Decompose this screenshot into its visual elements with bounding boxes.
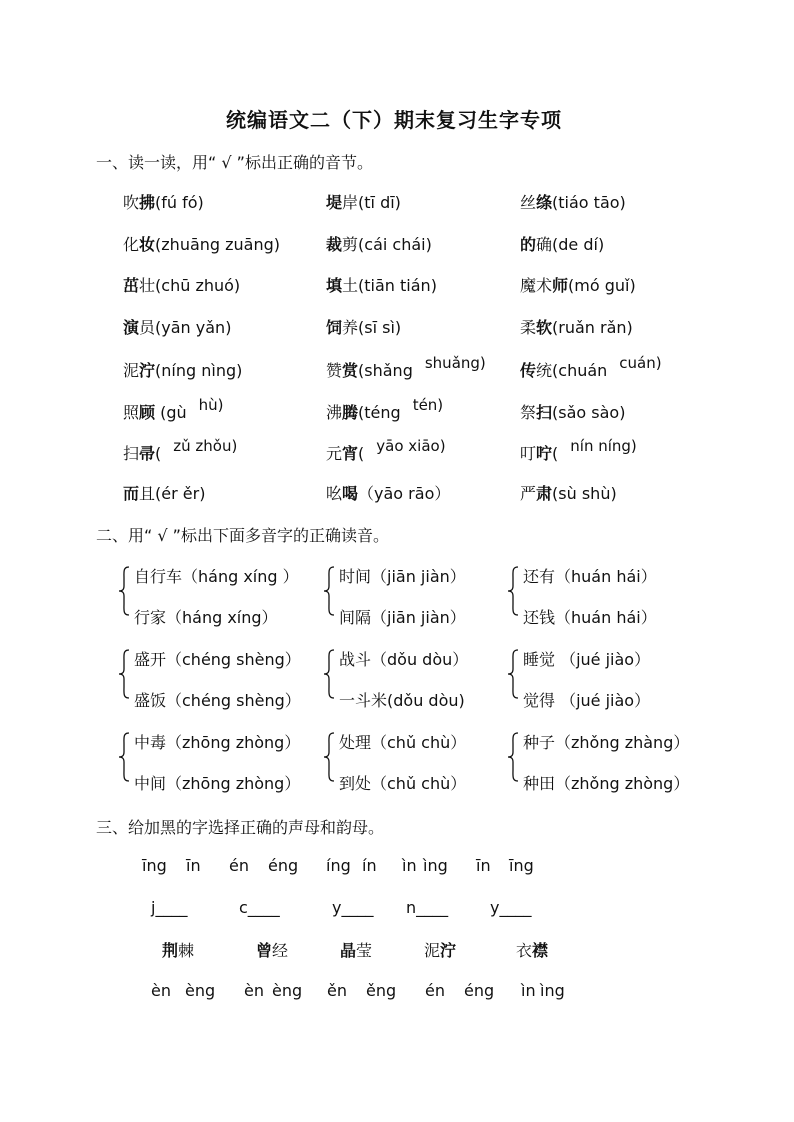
word-char-bold: 襟	[532, 941, 549, 960]
final-option: ìn	[402, 856, 417, 875]
polyphone-line: 睡觉 （jué jiào）	[523, 650, 651, 669]
pinyin-options: (chū zhuó)	[155, 276, 241, 295]
word-char: 莹	[356, 941, 373, 960]
pinyin-options: (cái chái)	[358, 235, 432, 254]
polyphone-line: 一斗米(dǒu dòu)	[339, 691, 465, 710]
word-char-bold: 绦	[536, 193, 553, 212]
word-item	[520, 190, 626, 213]
pinyin-options: (ér ěr)	[155, 484, 206, 503]
word-char: 叮	[520, 444, 537, 463]
word-char-bold: 拂	[139, 193, 156, 212]
word-item	[123, 358, 242, 381]
polyphone-line: 中间（zhōng zhòng）	[134, 774, 301, 793]
word-char: 员	[139, 318, 156, 337]
word-char-bold: 赏	[342, 361, 359, 380]
word-char-bold: 的	[520, 235, 537, 254]
word-item	[520, 354, 662, 381]
word-char-bold: 茁	[123, 276, 140, 295]
word-item	[123, 481, 205, 504]
word-item	[326, 437, 446, 464]
polyphone-line: 到处（chǔ chù）	[339, 774, 467, 793]
target-word	[424, 938, 456, 961]
word-char-bold: 喝	[342, 484, 359, 503]
word-char: 养	[342, 318, 359, 337]
word-char-bold: 宵	[342, 444, 359, 463]
word-char-bold: 裁	[326, 235, 343, 254]
final-option: ìng	[540, 981, 565, 1000]
word-char-bold: 泞	[440, 941, 457, 960]
polyphone-line: 自行车（háng xíng ）	[134, 567, 299, 586]
final-option: ìng	[423, 856, 448, 875]
final-option: én	[425, 981, 445, 1000]
word-char: 岸	[342, 193, 359, 212]
polyphone-line: 间隔（jiān jiàn）	[339, 608, 466, 627]
word-item	[520, 400, 625, 423]
pinyin-options: (zhuāng zuāng)	[155, 235, 281, 254]
final-option: én	[229, 856, 249, 875]
word-char: 泥	[123, 361, 140, 380]
polyphone-line: 盛开（chéng shèng）	[134, 650, 301, 669]
section-2-heading: 二、用“ √ ”标出下面多音字的正确读音。	[96, 526, 389, 545]
pinyin-option-raised: nín níng)	[570, 437, 637, 455]
brace-icon	[507, 649, 519, 699]
word-item	[123, 190, 204, 213]
word-char: 魔术	[520, 276, 553, 295]
final-option: èng	[185, 981, 216, 1000]
pinyin-options: (gù	[155, 403, 187, 422]
pinyin-options: (níng nìng)	[155, 361, 243, 380]
word-char-bold: 顾	[139, 403, 156, 422]
pinyin-options: (de dí)	[552, 235, 605, 254]
word-char-bold: 扫	[536, 403, 553, 422]
pinyin-options: (sǎo sào)	[552, 403, 626, 422]
word-char: 严	[520, 484, 537, 503]
word-char: 柔	[520, 318, 537, 337]
word-item	[326, 232, 432, 255]
word-char: 照	[123, 403, 140, 422]
pinyin-options: (yān yǎn)	[155, 318, 232, 337]
word-char-bold: 荆	[162, 941, 179, 960]
pinyin-option-raised: shuǎng)	[424, 354, 486, 372]
answer-blank: j____	[151, 898, 188, 917]
pinyin-option-raised: hù)	[198, 396, 224, 414]
page-title: 统编语文二（下）期末复习生字专项	[226, 108, 562, 132]
word-char: 确	[536, 235, 553, 254]
final-option: īn	[476, 856, 491, 875]
target-word	[256, 938, 288, 961]
polyphone-line: 行家（háng xíng）	[134, 608, 278, 627]
polyphone-line: 时间（jiān jiàn）	[339, 567, 466, 586]
word-item	[123, 396, 224, 423]
final-option: èng	[272, 981, 303, 1000]
final-option: ěn	[327, 981, 347, 1000]
word-char-bold: 咛	[536, 444, 553, 463]
polyphone-line: 盛饭（chéng shèng）	[134, 691, 301, 710]
polyphone-line: 种子（zhǒng zhàng）	[523, 733, 690, 752]
polyphone-line: 处理（chǔ chù）	[339, 733, 467, 752]
word-char: 剪	[342, 235, 359, 254]
word-item	[123, 315, 231, 338]
target-word	[162, 938, 194, 961]
final-option: īng	[142, 856, 167, 875]
word-char-bold: 软	[536, 318, 553, 337]
word-char: 经	[272, 941, 289, 960]
pinyin-options: (	[552, 444, 559, 463]
pinyin-options: (tiān tián)	[358, 276, 437, 295]
word-item	[326, 396, 444, 423]
word-char-bold: 晶	[340, 941, 357, 960]
answer-blank: y____	[490, 898, 532, 917]
pinyin-option-raised: cuán)	[619, 354, 662, 372]
section-3-heading: 三、给加黑的字选择正确的声母和韵母。	[96, 818, 385, 837]
brace-icon	[507, 732, 519, 782]
final-option: èn	[151, 981, 171, 1000]
pinyin-option-raised: zǔ zhǒu)	[173, 437, 238, 455]
word-item	[520, 315, 633, 338]
pinyin-options: (fú fó)	[155, 193, 204, 212]
word-char: 棘	[178, 941, 195, 960]
word-item	[520, 437, 637, 464]
final-option: ín	[362, 856, 377, 875]
word-char-bold: 妆	[139, 235, 156, 254]
word-item	[326, 273, 437, 296]
word-char: 元	[326, 444, 343, 463]
polyphone-line: 还钱（huán hái）	[523, 608, 657, 627]
polyphone-line: 还有（huán hái）	[523, 567, 657, 586]
final-option: īng	[509, 856, 534, 875]
word-item	[326, 190, 401, 213]
answer-blank: n____	[406, 898, 449, 917]
word-char: 祭	[520, 403, 537, 422]
word-char: 丝	[520, 193, 537, 212]
word-char: 吹	[123, 193, 140, 212]
word-char-bold: 堤	[326, 193, 343, 212]
word-char-bold: 传	[520, 361, 537, 380]
pinyin-options: (tī dī)	[358, 193, 401, 212]
brace-icon	[323, 732, 335, 782]
word-char: 统	[536, 361, 553, 380]
pinyin-options: (mó guǐ)	[568, 276, 636, 295]
final-option: ěng	[366, 981, 397, 1000]
word-char: 壮	[139, 276, 156, 295]
word-char: 泥	[424, 941, 441, 960]
word-char-bold: 肃	[536, 484, 553, 503]
word-char-bold: 而	[123, 484, 140, 503]
word-char-bold: 曾	[256, 941, 273, 960]
polyphone-line: 觉得 （jué jiào）	[523, 691, 651, 710]
word-char: 扫	[123, 444, 140, 463]
word-item	[520, 232, 604, 255]
word-item	[326, 481, 450, 504]
pinyin-options: (ruǎn rǎn)	[552, 318, 633, 337]
pinyin-options: (	[358, 444, 365, 463]
polyphone-line: 种田（zhǒng zhòng）	[523, 774, 690, 793]
word-char: 土	[342, 276, 359, 295]
answer-blank: y____	[332, 898, 374, 917]
word-item	[123, 232, 280, 255]
brace-icon	[118, 649, 130, 699]
final-option: īn	[186, 856, 201, 875]
pinyin-option-raised: tén)	[412, 396, 444, 414]
section-1-heading: 一、读一读，用“ √ ”标出正确的音节。	[96, 153, 373, 172]
word-char-bold: 饲	[326, 318, 343, 337]
brace-icon	[323, 649, 335, 699]
pinyin-options: (chuán	[552, 361, 608, 380]
word-char: 吆	[326, 484, 343, 503]
brace-icon	[118, 566, 130, 616]
word-char-bold: 腾	[342, 403, 359, 422]
word-char: 衣	[516, 941, 533, 960]
word-item	[326, 354, 486, 381]
polyphone-line: 战斗（dǒu dòu）	[339, 650, 469, 669]
polyphone-line: 中毒（zhōng zhòng）	[134, 733, 301, 752]
pinyin-options: (	[155, 444, 162, 463]
answer-blank: c____	[239, 898, 280, 917]
pinyin-options: (sù shù)	[552, 484, 617, 503]
pinyin-options: （yāo rāo）	[358, 484, 451, 503]
word-char: 沸	[326, 403, 343, 422]
word-char-bold: 填	[326, 276, 343, 295]
final-option: èn	[244, 981, 264, 1000]
word-char: 赞	[326, 361, 343, 380]
target-word	[516, 938, 548, 961]
pinyin-options: (shǎng	[358, 361, 413, 380]
pinyin-options: (sī sì)	[358, 318, 402, 337]
pinyin-option-raised: yāo xiāo)	[376, 437, 446, 455]
word-char-bold: 师	[552, 276, 569, 295]
word-char-bold: 帚	[139, 444, 156, 463]
word-item	[520, 273, 636, 296]
word-item	[520, 481, 617, 504]
word-char-bold: 泞	[139, 361, 156, 380]
word-char: 且	[139, 484, 156, 503]
word-char-bold: 演	[123, 318, 140, 337]
brace-icon	[323, 566, 335, 616]
final-option: íng	[326, 856, 351, 875]
final-option: éng	[464, 981, 495, 1000]
pinyin-options: (téng	[358, 403, 401, 422]
word-char: 化	[123, 235, 140, 254]
final-option: éng	[268, 856, 299, 875]
brace-icon	[118, 732, 130, 782]
word-item	[326, 315, 401, 338]
word-item	[123, 437, 238, 464]
final-option: ìn	[521, 981, 536, 1000]
brace-icon	[507, 566, 519, 616]
word-item	[123, 273, 240, 296]
pinyin-options: (tiáo tāo)	[552, 193, 626, 212]
target-word	[340, 938, 372, 961]
